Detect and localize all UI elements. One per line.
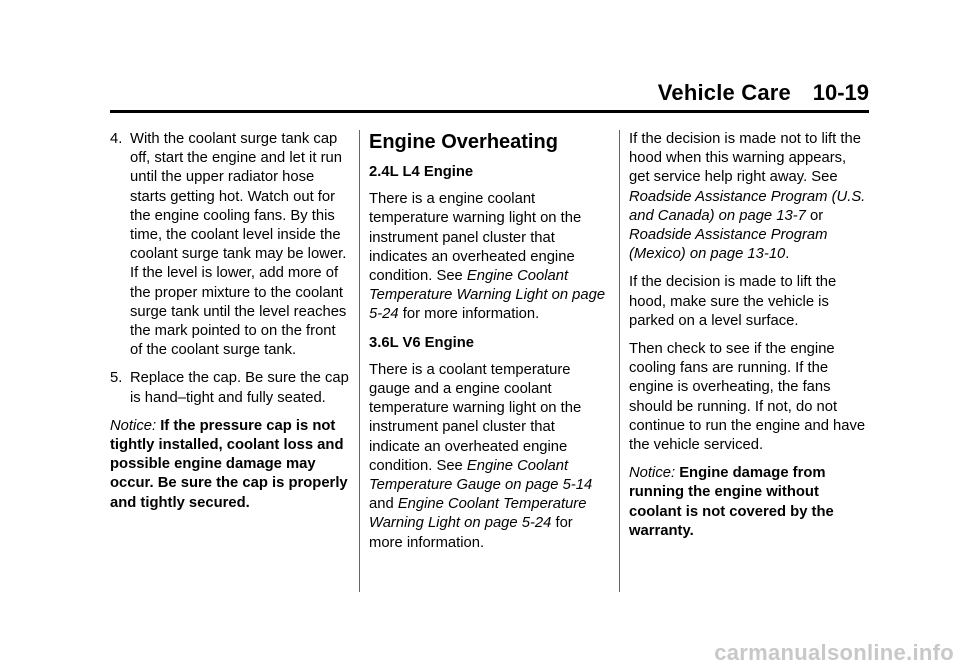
notice-text: Engine damage from running the engine without coolant is not covered by the warranty. [629, 465, 834, 539]
notice-text: If the pressure cap is not tightly installed, coolant loss and possible engine damage may occur. Be sure the cap is properly and tightly secured. [110, 417, 348, 511]
text: There is a coolant temperature gauge and a engine coolant temperature warning light on the instrument panel cluster that indicate an overheated engine condition. See [369, 361, 582, 474]
column-left [110, 130, 350, 522]
cross-reference-link[interactable]: Engine Coolant Temperature Warning Light on page 5‑24 [369, 268, 606, 323]
step-text: Replace the cap. Be sure the cap is hand–tight and fully seated. [130, 370, 349, 406]
text: If the decision is made not to lift the hood when this warning appears, get service help right away. See [629, 131, 861, 186]
section-title: Vehicle Care [657, 80, 791, 105]
column-middle [369, 130, 609, 562]
text: There is a engine coolant temperature warning light on the instrument panel cluster that indicates an overheated engine condition. See [369, 191, 582, 285]
watermark: carmanualsonline.info [714, 640, 954, 665]
step-4 [110, 130, 350, 360]
cross-reference-link[interactable]: Engine Coolant Temperature Warning Light on page 5‑24 [369, 496, 587, 532]
step-number: 4. [110, 131, 123, 147]
paragraph [369, 361, 609, 553]
page-header [110, 80, 869, 113]
text: or [805, 207, 824, 224]
notice-label: Notice: [629, 465, 676, 482]
paragraph: If the decision is made to lift the hood, make sure the vehicle is parked on a level surface. [629, 274, 837, 329]
paragraph [369, 190, 609, 324]
notice [629, 464, 869, 541]
notice-label: Notice: [110, 417, 157, 434]
page-number: 10-19 [812, 80, 869, 105]
text: for more information. [398, 306, 540, 323]
step-text: With the coolant surge tank cap off, start the engine and let it run until the upper radiator hose starts getting hot. Watch out for the engine cooling fans. By this time, the coolant level inside the coolant surge tank may be lower. If the level is lower, add more of the proper mixture to the coolant surge tank until the level reaches the mark pointed to on the front of the coolant surge tank. [130, 131, 347, 359]
cross-reference-link[interactable]: Roadside Assistance Program (Mexico) on page 13‑10 [629, 227, 828, 263]
subheading-l4: 2.4L L4 Engine [369, 164, 474, 180]
section-heading: Engine Overheating [369, 131, 558, 153]
paragraph [629, 130, 869, 264]
paragraph: Then check to see if the engine cooling fans are running. If the engine is overheating, the fans should be running. If not, do not continue to run the engine and have the vehicle serviced. [629, 341, 866, 454]
column-right [629, 130, 869, 550]
cross-reference-link[interactable]: Engine Coolant Temperature Gauge on page 5‑14 [369, 457, 593, 494]
text: and [369, 496, 398, 513]
column-divider [619, 130, 620, 592]
text: . [785, 246, 790, 263]
notice [110, 417, 350, 513]
text: for more information. [369, 515, 573, 551]
cross-reference-link[interactable]: Roadside Assistance Program (U.S. and Canada) on page 13‑7 [629, 188, 866, 224]
column-divider [359, 130, 360, 592]
subheading-v6: 3.6L V6 Engine [369, 334, 474, 351]
step-number: 5. [110, 370, 123, 387]
step-5 [110, 369, 350, 407]
